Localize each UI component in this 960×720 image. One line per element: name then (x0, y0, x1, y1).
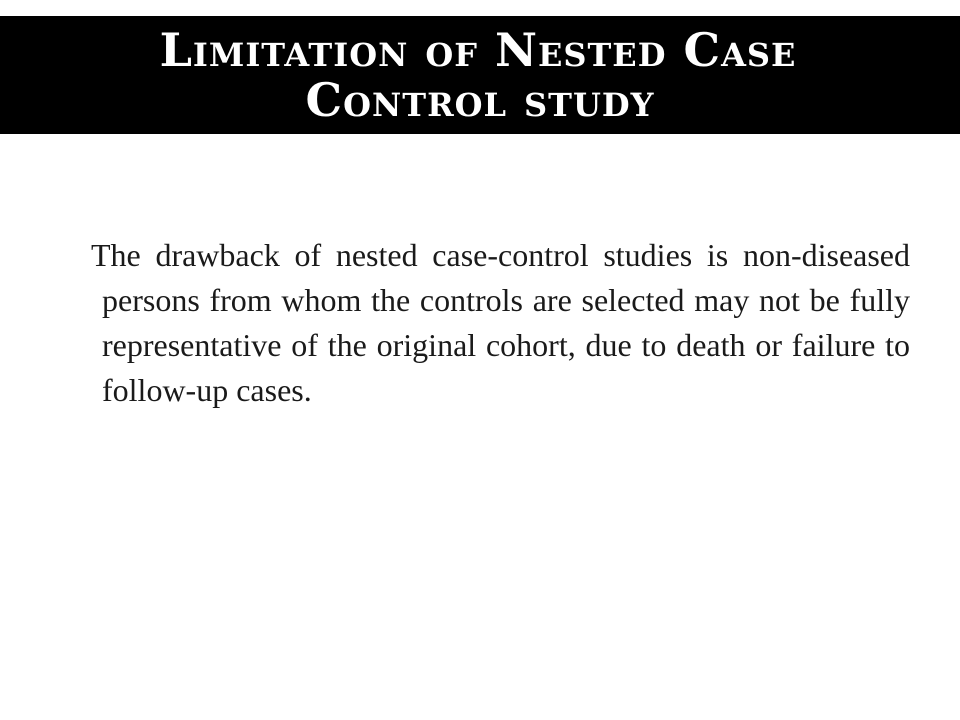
slide-title-line-1: Limitation of Nested Case (159, 23, 797, 77)
slide-title-bar (0, 16, 960, 134)
slide-body-text: The drawback of nested case-control studies is non-diseased persons from whom the controls are selected may not be fully representative of the original cohort, due to death or failure to follow-up cases. (91, 237, 910, 408)
slide-title-line-2: Control study (305, 73, 655, 127)
